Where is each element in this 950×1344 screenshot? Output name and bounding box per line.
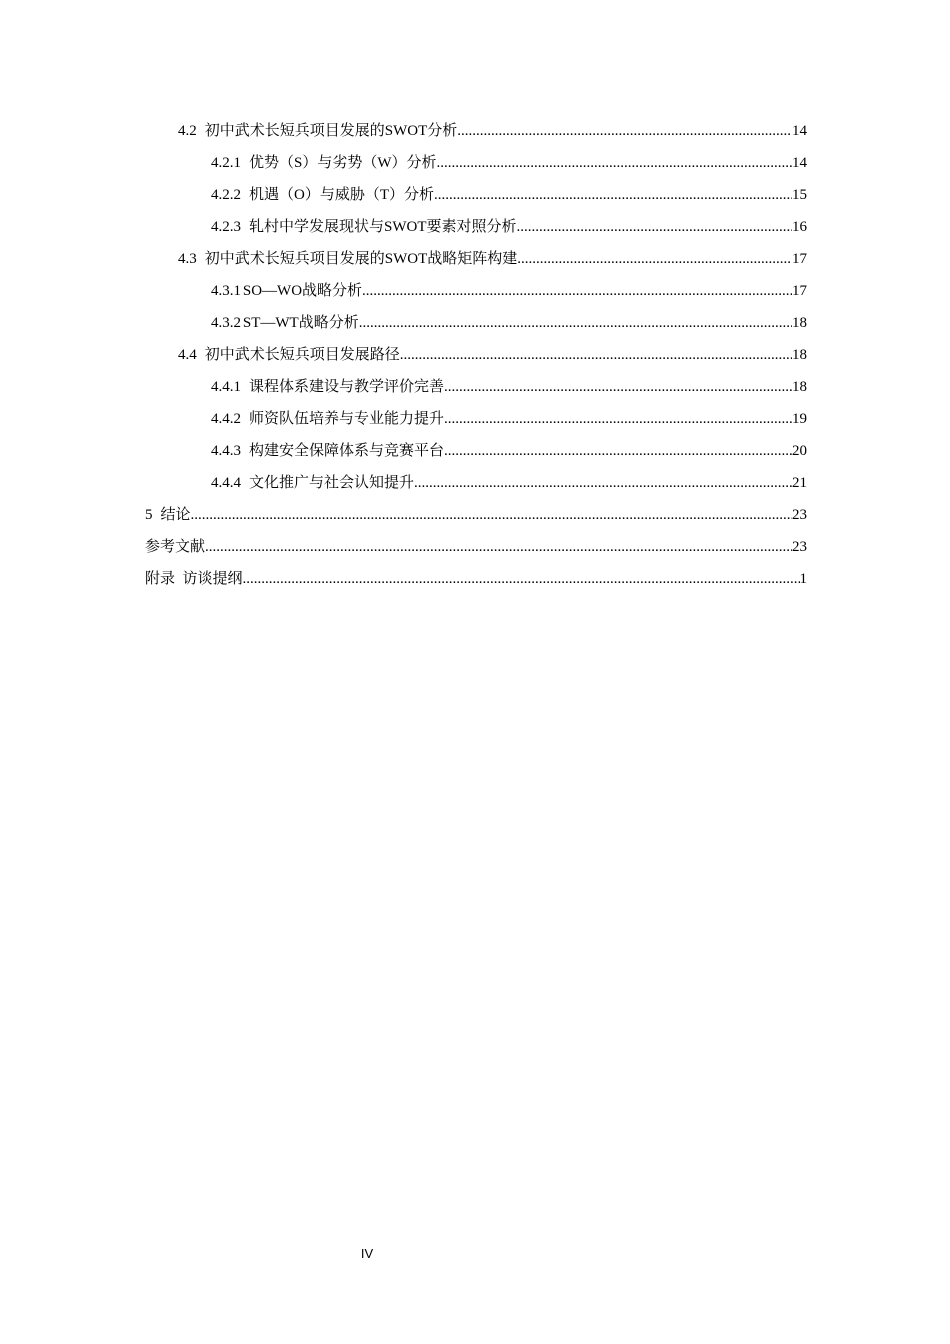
toc-dot-leader bbox=[414, 467, 792, 499]
toc-entry-title: 机遇（O）与威胁（T）分析 bbox=[249, 187, 434, 203]
table-of-contents bbox=[145, 115, 807, 595]
toc-entry-title: ST—WT战略分析 bbox=[242, 315, 359, 331]
toc-entry-page: 16 bbox=[792, 219, 807, 235]
toc-dot-leader bbox=[517, 211, 793, 243]
toc-dot-leader bbox=[437, 147, 792, 179]
toc-entry-title: 构建安全保障体系与竞赛平台 bbox=[249, 443, 445, 459]
toc-entry-4-4-2[interactable] bbox=[145, 403, 807, 435]
toc-entry-number: 4.4 bbox=[178, 347, 197, 363]
toc-entry-4-2-3[interactable] bbox=[145, 211, 807, 243]
toc-entry-page: 20 bbox=[792, 443, 807, 459]
toc-entry-page: 23 bbox=[792, 507, 807, 523]
toc-entry-page: 23 bbox=[792, 539, 807, 555]
toc-entry-title: 附录 访谈提纲 bbox=[145, 571, 243, 587]
toc-dot-leader bbox=[191, 499, 792, 531]
toc-entry-page: 18 bbox=[792, 315, 807, 331]
page-number-footer: IV bbox=[360, 1246, 374, 1261]
toc-entry-title: 参考文献 bbox=[145, 539, 206, 555]
toc-entry-title: 优势（S）与劣势（W）分析 bbox=[249, 155, 437, 171]
toc-dot-leader bbox=[457, 115, 792, 147]
toc-entry-page: 14 bbox=[792, 155, 807, 171]
toc-entry-title: 结论 bbox=[160, 507, 191, 523]
toc-entry-page: 19 bbox=[792, 411, 807, 427]
toc-entry-number: 4.3.2 bbox=[211, 315, 241, 331]
toc-entry-4-4-4[interactable] bbox=[145, 467, 807, 499]
toc-entry-page: 1 bbox=[799, 571, 807, 587]
toc-entry-4-3-2[interactable] bbox=[145, 307, 807, 339]
toc-entry-4-4[interactable] bbox=[145, 339, 807, 371]
toc-entry-title: 初中武术长短兵项目发展路径 bbox=[204, 347, 400, 363]
toc-entry-number: 4.3 bbox=[178, 251, 197, 267]
toc-entry-4-2-2[interactable] bbox=[145, 179, 807, 211]
toc-entry-4-4-3[interactable] bbox=[145, 435, 807, 467]
toc-dot-leader bbox=[400, 339, 792, 371]
toc-entry-number: 5 bbox=[145, 507, 153, 523]
toc-entry-page: 17 bbox=[792, 251, 807, 267]
toc-entry-4-3[interactable] bbox=[145, 243, 807, 275]
toc-dot-leader bbox=[444, 435, 792, 467]
toc-entry-page: 18 bbox=[792, 347, 807, 363]
toc-entry-number: 4.4.4 bbox=[211, 475, 241, 491]
toc-entry-title: SO—WO战略分析 bbox=[242, 283, 363, 299]
toc-dot-leader bbox=[243, 563, 800, 595]
toc-entry-number: 4.4.2 bbox=[211, 411, 241, 427]
toc-entry-number: 4.2.1 bbox=[211, 155, 241, 171]
toc-entry-number: 4.3.1 bbox=[211, 283, 241, 299]
toc-entry-title: 师资队伍培养与专业能力提升 bbox=[249, 411, 445, 427]
toc-entry-4-2[interactable] bbox=[145, 115, 807, 147]
toc-entry-references[interactable] bbox=[145, 531, 807, 563]
toc-entry-number: 4.2 bbox=[178, 123, 197, 139]
toc-dot-leader bbox=[362, 275, 792, 307]
toc-entry-page: 14 bbox=[792, 123, 807, 139]
toc-entry-number: 4.4.3 bbox=[211, 443, 241, 459]
toc-dot-leader bbox=[359, 307, 792, 339]
toc-entry-page: 17 bbox=[792, 283, 807, 299]
toc-entry-4-4-1[interactable] bbox=[145, 371, 807, 403]
toc-entry-number: 4.2.2 bbox=[211, 187, 241, 203]
toc-entry-page: 18 bbox=[792, 379, 807, 395]
toc-dot-leader bbox=[205, 531, 792, 563]
toc-entry-4-3-1[interactable] bbox=[145, 275, 807, 307]
toc-dot-leader bbox=[444, 371, 792, 403]
toc-entry-title: 初中武术长短兵项目发展的SWOT分析 bbox=[204, 123, 458, 139]
toc-entry-page: 15 bbox=[792, 187, 807, 203]
toc-entry-title: 初中武术长短兵项目发展的SWOT战略矩阵构建 bbox=[204, 251, 518, 267]
toc-entry-4-2-1[interactable] bbox=[145, 147, 807, 179]
toc-dot-leader bbox=[434, 179, 792, 211]
toc-entry-number: 4.4.1 bbox=[211, 379, 241, 395]
toc-entry-number: 4.2.3 bbox=[211, 219, 241, 235]
toc-entry-appendix[interactable] bbox=[145, 563, 807, 595]
toc-entry-title: 文化推广与社会认知提升 bbox=[249, 475, 415, 491]
toc-dot-leader bbox=[444, 403, 792, 435]
toc-entry-page: 21 bbox=[792, 475, 807, 491]
toc-entry-5[interactable] bbox=[145, 499, 807, 531]
toc-entry-title: 轧村中学发展现状与SWOT要素对照分析 bbox=[249, 219, 517, 235]
toc-entry-title: 课程体系建设与教学评价完善 bbox=[249, 379, 445, 395]
toc-dot-leader bbox=[517, 243, 792, 275]
